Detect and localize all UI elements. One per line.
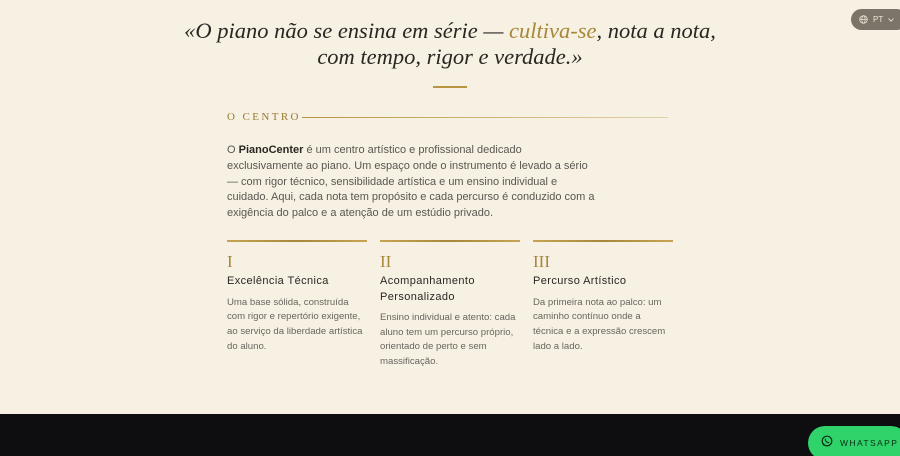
pillar-text: Uma base sólida, construída com rigor e repertório exigente, ao serviço da liberdade artística do aluno. [227,296,363,352]
whatsapp-icon [821,434,833,452]
pillar-text: Da primeira nota ao palco: um caminho contínuo onde a técnica e a expressão crescem lado a lado. [533,296,666,352]
language-code: PT [873,15,884,24]
brand-name: PianoCenter [238,144,304,156]
hero-quote [0,18,900,70]
pillar-divider [533,240,673,242]
pillar-numeral: II [380,252,392,271]
pillar-divider [380,240,520,242]
pillar-title: Excelência Técnica [227,275,329,287]
quote-text-start: «O piano não se ensina em série — [184,18,510,43]
pillar-card [380,240,520,370]
quote-divider [433,86,467,88]
pillar-title: Acompanhamento Personalizado [380,275,475,303]
pillar-numeral: I [227,252,233,271]
pillar-title: Percurso Artístico [533,275,627,287]
pillar-card [533,240,673,354]
globe-icon [859,15,868,24]
section-divider [302,117,668,118]
intro-body: é um centro artístico e profissional dedicado exclusivamente ao piano. Um espaço onde o instrumento é levado a sério — com rigor técnico, sensibilidade artística e um ensino individual e cuidado. Aqui, cada nota tem propósito e cada percurso é conduzido com a exigência do palco e a atenção de um estúdio privado. [227,144,595,220]
pillar-card [227,240,367,354]
pillar-divider [227,240,367,242]
quote-line-1 [0,18,900,44]
pillar-text: Ensino individual e atento: cada aluno tem um percurso próprio, orientado de perto e sem massificação. [380,312,516,368]
whatsapp-label: WHATSAPP [840,438,899,448]
quote-highlight: cultiva-se [509,18,597,43]
footer-section [0,414,900,456]
pillar-numeral: III [533,252,550,271]
intro-prefix: O [227,144,239,156]
quote-line-2: com tempo, rigor e verdade.» [317,44,583,69]
whatsapp-button[interactable] [808,426,900,456]
chevron-down-icon [888,18,894,22]
language-switcher[interactable] [851,9,900,30]
quote-text-end: , nota a nota, [596,18,716,43]
intro-paragraph [227,143,595,222]
section-label: O CENTRO [227,111,301,123]
